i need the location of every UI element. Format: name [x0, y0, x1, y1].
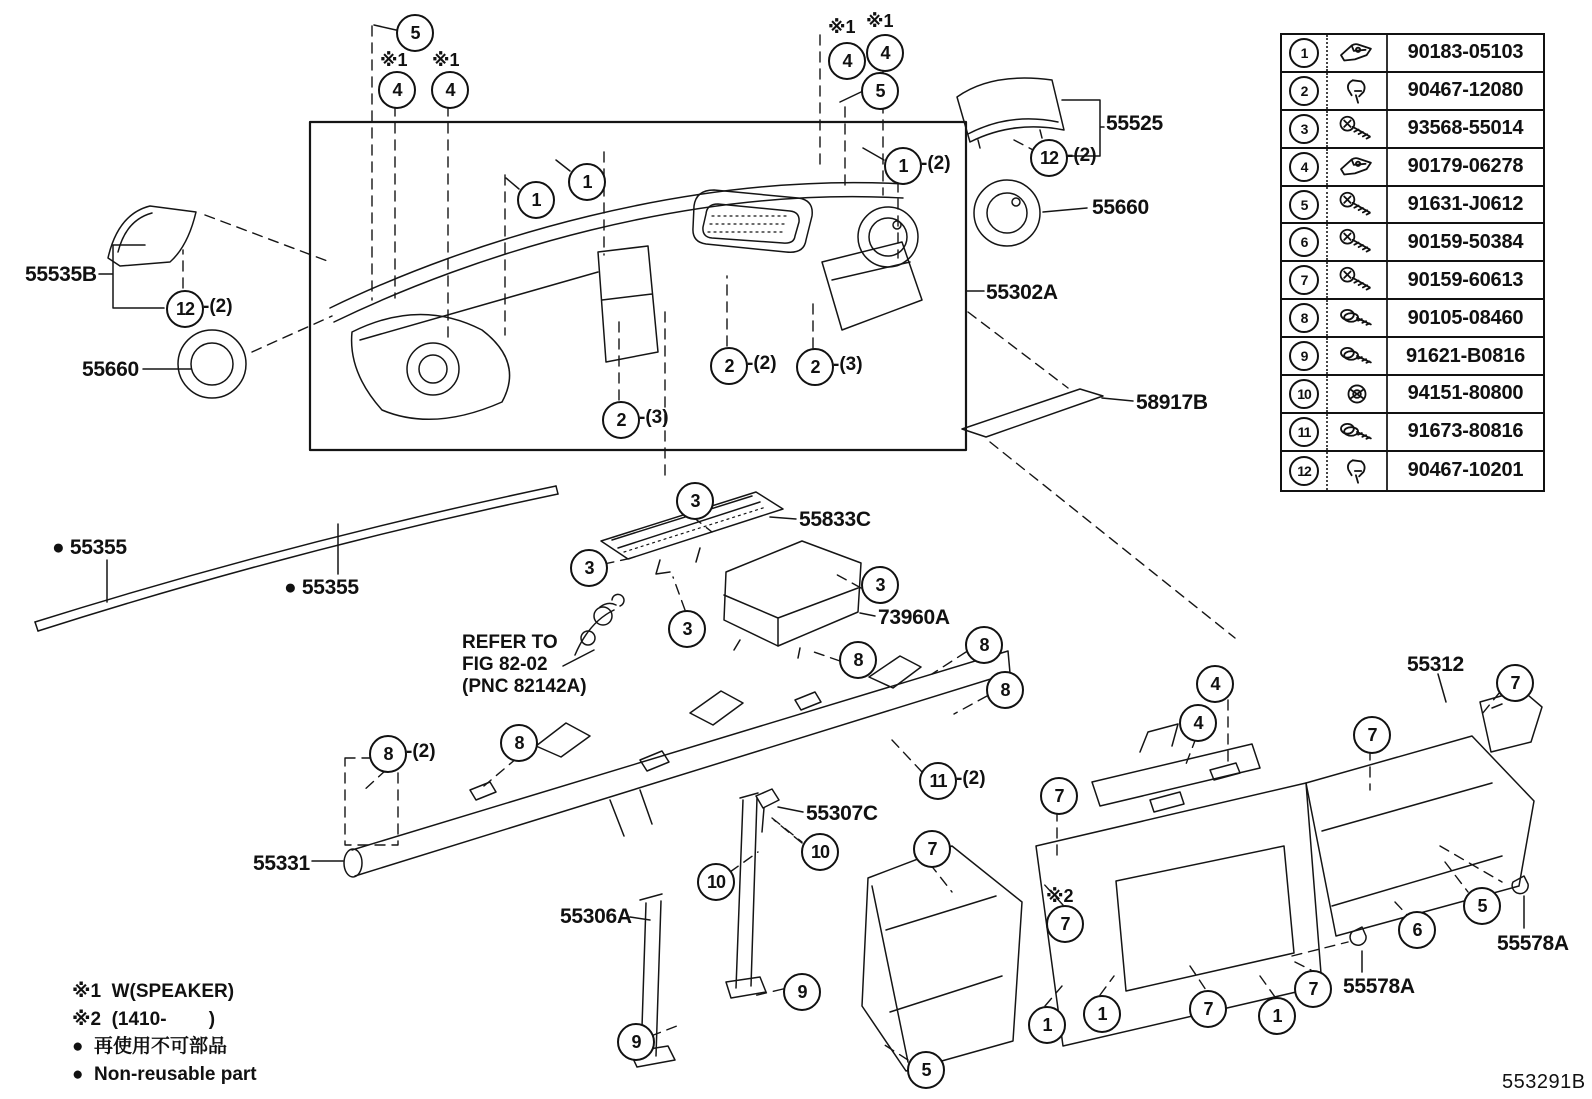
fastener-table-row: [1282, 376, 1543, 414]
fastener-callout-number: 10: [1282, 376, 1328, 412]
callout-number: 3: [676, 482, 714, 520]
callout-number: 10: [697, 863, 735, 901]
figure-reference-line: FIG 82-02: [462, 654, 548, 675]
legend-line: ※1 W(SPEAKER): [72, 981, 235, 1002]
callout-number: 4: [378, 71, 416, 109]
part-number-label: 55833C: [799, 508, 871, 531]
callout-number: 1: [517, 181, 555, 219]
figure-reference-line: (PNC 82142A): [462, 676, 587, 697]
fastener-part-number: 90467-12080: [1407, 79, 1524, 102]
callout-number: 5: [396, 14, 434, 52]
note-marker: ※2: [1046, 886, 1074, 906]
part-number-label: 73960A: [878, 606, 950, 629]
callout-number: 7: [1496, 664, 1534, 702]
fastener-callout-number: 9: [1282, 338, 1328, 374]
fastener-part-number: 91621-B0816: [1405, 344, 1525, 367]
callout-number: 7: [1294, 970, 1332, 1008]
fastener-callout-number: 3: [1282, 111, 1328, 147]
fastener-part-number: 90105-08460: [1407, 306, 1524, 329]
part-number-label: 55331: [253, 852, 310, 875]
fastener-icon: [1328, 224, 1388, 260]
note-marker: ※1: [866, 11, 894, 31]
callout-quantity-suffix: -(2): [956, 768, 986, 789]
fastener-icon: [1328, 149, 1388, 185]
fastener-icon: [1328, 73, 1388, 109]
fastener-table-row: [1282, 73, 1543, 111]
fastener-table-row: [1282, 224, 1543, 262]
callout-number: 4: [431, 71, 469, 109]
figure-reference: [462, 632, 587, 698]
callout-number: 3: [570, 549, 608, 587]
fastener-callout-number: 7: [1282, 262, 1328, 298]
callout-number: 7: [1189, 990, 1227, 1028]
figure-reference-line: REFER TO: [462, 632, 558, 653]
fastener-icon: [1328, 452, 1388, 490]
callout-number: 1: [568, 163, 606, 201]
legend-line: ● Non-reusable part: [72, 1063, 257, 1085]
fastener-table-row: [1282, 35, 1543, 73]
callout-number: 1: [1028, 1006, 1066, 1044]
fastener-part-number: 91631-J0612: [1407, 193, 1524, 215]
callout-number: 8: [369, 735, 407, 773]
callout-quantity-suffix: -(2): [203, 296, 233, 317]
part-number-label: ● 55355: [52, 536, 127, 559]
fastener-icon: [1328, 111, 1388, 147]
legend-line: ※2 (1410- ): [72, 1008, 216, 1030]
callout-number: 4: [1196, 665, 1234, 703]
callout-number: 8: [500, 724, 538, 762]
part-number-label: 55307C: [806, 802, 878, 825]
part-number-label: ● 55355: [284, 576, 359, 599]
callout-number: 4: [828, 42, 866, 80]
fastener-icon: [1328, 35, 1388, 71]
callout-number: 5: [1463, 887, 1501, 925]
fastener-part-number: 93568-55014: [1407, 117, 1524, 140]
callout-number: 5: [861, 72, 899, 110]
fastener-table-row: [1282, 452, 1543, 490]
note-marker: ※1: [828, 17, 856, 37]
part-number-label: 55312: [1407, 653, 1464, 676]
part-number-label: 55525: [1106, 112, 1163, 135]
part-number-label: 55535B: [25, 263, 97, 286]
fastener-table-row: [1282, 414, 1543, 452]
callout-number: 8: [839, 641, 877, 679]
part-number-label: 55660: [82, 358, 139, 381]
legend-line: ● 再使用不可部品: [72, 1036, 228, 1057]
part-number-label: 55302A: [986, 281, 1058, 304]
fastener-callout-number: 6: [1282, 224, 1328, 260]
callout-number: 1: [884, 147, 922, 185]
fastener-part-number: 90159-60613: [1407, 268, 1524, 291]
fastener-callout-number: 5: [1282, 187, 1328, 223]
fastener-callout-number: 12: [1282, 452, 1328, 490]
fastener-part-number: 90467-10201: [1407, 459, 1524, 482]
fastener-callout-number: 4: [1282, 149, 1328, 185]
part-number-label: 55578A: [1497, 932, 1569, 955]
part-number-label: 55306A: [560, 905, 632, 928]
callout-number: 3: [861, 566, 899, 604]
fastener-table-row: [1282, 111, 1543, 149]
callout-number: 2: [710, 347, 748, 385]
callout-quantity-suffix: -(2): [1067, 145, 1097, 166]
part-number-label: 55660: [1092, 196, 1149, 219]
fastener-table-row: [1282, 149, 1543, 187]
fastener-part-number: 90159-50384: [1407, 230, 1524, 253]
fastener-callout-number: 2: [1282, 73, 1328, 109]
callout-number: 7: [913, 830, 951, 868]
callout-quantity-suffix: -(2): [406, 741, 436, 762]
callout-number: 3: [668, 610, 706, 648]
callout-number: 12: [166, 290, 204, 328]
callout-quantity-suffix: -(2): [921, 153, 951, 174]
diagram-code: 553291B: [1502, 1071, 1586, 1093]
fastener-table-row: [1282, 262, 1543, 300]
callout-number: 9: [617, 1023, 655, 1061]
fastener-table-row: [1282, 187, 1543, 225]
note-marker: ※1: [432, 50, 460, 70]
fastener-icon: [1328, 187, 1388, 223]
callout-number: 7: [1046, 905, 1084, 943]
fastener-table: [1280, 33, 1545, 492]
callout-quantity-suffix: -(3): [639, 407, 669, 428]
fastener-part-number: 91673-80816: [1407, 420, 1524, 443]
callout-number: 1: [1083, 995, 1121, 1033]
fastener-table-row: [1282, 300, 1543, 338]
callout-number: 6: [1398, 911, 1436, 949]
callout-number: 1: [1258, 997, 1296, 1035]
note-marker: ※1: [380, 50, 408, 70]
callout-number: 5: [907, 1051, 945, 1089]
fastener-callout-number: 1: [1282, 35, 1328, 71]
part-number-label: 55578A: [1343, 975, 1415, 998]
callout-quantity-suffix: -(2): [747, 353, 777, 374]
callout-number: 11: [919, 762, 957, 800]
part-number-label: 58917B: [1136, 391, 1208, 414]
fastener-part-number: 90179-06278: [1407, 155, 1524, 178]
callout-number: 7: [1040, 777, 1078, 815]
callout-number: 4: [866, 34, 904, 72]
fastener-callout-number: 11: [1282, 414, 1328, 450]
fastener-icon: [1328, 338, 1388, 374]
callout-quantity-suffix: -(3): [833, 354, 863, 375]
callout-number: 8: [986, 671, 1024, 709]
fastener-table-row: [1282, 338, 1543, 376]
callout-number: 2: [602, 401, 640, 439]
fastener-icon: [1328, 376, 1388, 412]
callout-number: 4: [1179, 704, 1217, 742]
callout-number: 12: [1030, 139, 1068, 177]
callout-number: 7: [1353, 716, 1391, 754]
fastener-icon: [1328, 262, 1388, 298]
fastener-icon: [1328, 300, 1388, 336]
fastener-part-number: 94151-80800: [1407, 382, 1524, 405]
callout-number: 10: [801, 833, 839, 871]
callout-number: 2: [796, 348, 834, 386]
fastener-part-number: 90183-05103: [1407, 41, 1524, 64]
callout-number: 8: [965, 626, 1003, 664]
fastener-callout-number: 8: [1282, 300, 1328, 336]
callout-number: 9: [783, 973, 821, 1011]
legend: [72, 978, 257, 1088]
fastener-icon: [1328, 414, 1388, 450]
